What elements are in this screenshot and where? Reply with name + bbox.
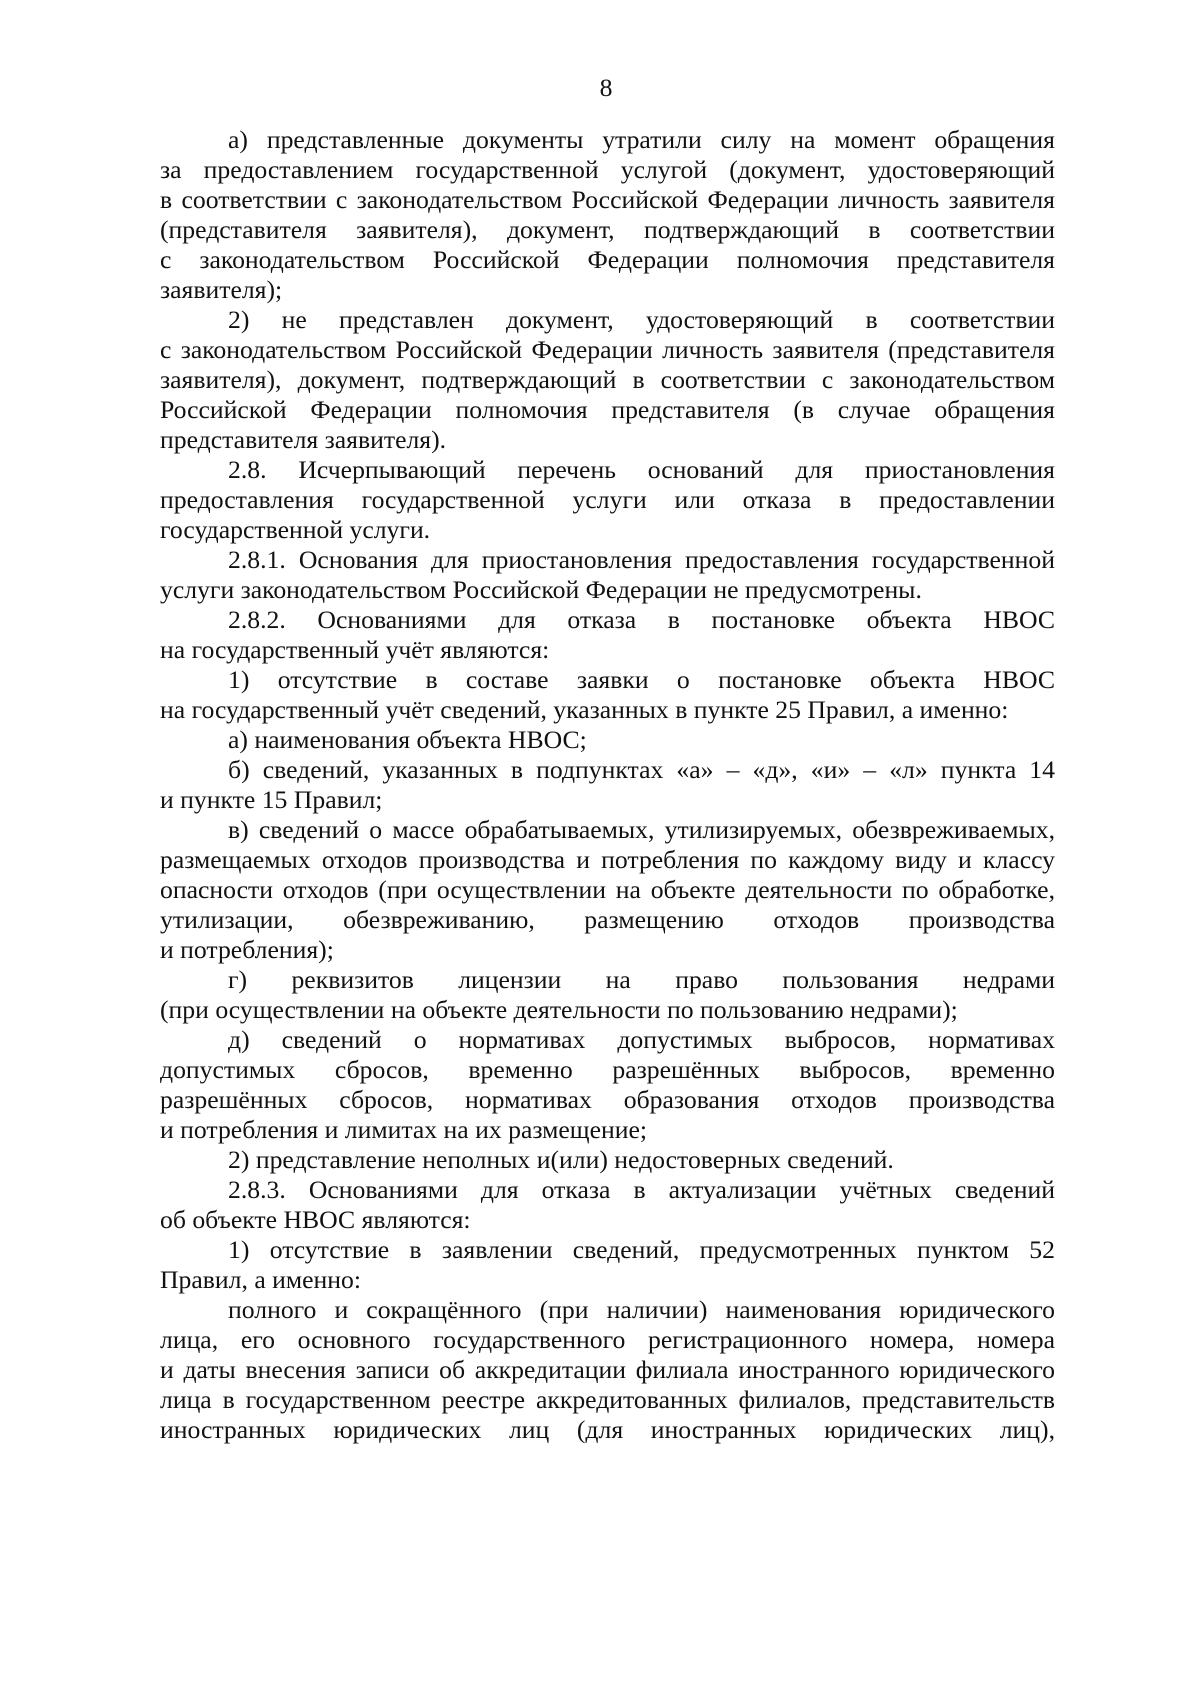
text-line: б) сведений, указанных в подпунктах «а» – «д», «и» – «л» пункта 14 <box>228 755 1055 784</box>
text-line: и пункте 15 Правил; <box>160 785 383 814</box>
text-line: а) представленные документы утратили силу на момент обращения <box>228 125 1055 154</box>
text-line: предоставления государственной услуги или отказа в предоставлении <box>160 485 1055 514</box>
text-line: 1) отсутствие в заявлении сведений, предусмотренных пунктом 52 <box>228 1235 1055 1264</box>
paragraph <box>160 1175 1055 1235</box>
paragraph <box>160 1235 1055 1295</box>
text-line: и потребления и лимитах на их размещение; <box>160 1115 648 1144</box>
paragraph <box>160 1295 1055 1445</box>
text-line: лица, его основного государственного регистрационного номера, номера <box>160 1325 1055 1354</box>
text-line: в соответствии с законодательством Российской Федерации личность заявителя <box>160 185 1055 214</box>
text-line: заявителя); <box>160 275 283 304</box>
text-line: 2.8.1. Основания для приостановления предоставления государственной <box>228 545 1055 574</box>
text-line: Российской Федерации полномочия представителя (в случае обращения <box>160 395 1055 424</box>
paragraph <box>160 815 1055 965</box>
paragraph <box>160 965 1055 1025</box>
paragraph <box>160 725 1055 755</box>
text-line: разрешённых сбросов, нормативах образования отходов производства <box>160 1085 1055 1114</box>
text-line: а) наименования объекта НВОС; <box>228 725 587 754</box>
paragraph <box>160 305 1055 455</box>
text-line: в) сведений о массе обрабатываемых, утилизируемых, обезвреживаемых, <box>228 815 1055 844</box>
text-line: д) сведений о нормативах допустимых выбросов, нормативах <box>228 1025 1055 1054</box>
text-line: 2.8.3. Основаниями для отказа в актуализации учётных сведений <box>228 1175 1055 1204</box>
paragraph <box>160 545 1055 605</box>
paragraph <box>160 1145 1055 1175</box>
paragraph <box>160 1025 1055 1145</box>
text-line: (представителя заявителя), документ, подтверждающий в соответствии <box>160 215 1055 244</box>
text-line: 1) отсутствие в составе заявки о постановке объекта НВОС <box>228 665 1055 694</box>
text-line: полного и сокращённого (при наличии) наименования юридического <box>228 1295 1055 1324</box>
text-line: лица в государственном реестре аккредитованных филиалов, представительств <box>160 1385 1055 1414</box>
text-line: 2.8. Исчерпывающий перечень оснований для приостановления <box>228 455 1055 484</box>
text-line: 2.8.2. Основаниями для отказа в постановке объекта НВОС <box>228 605 1055 634</box>
text-line: услуги законодательством Российской Федерации не предусмотрены. <box>160 575 922 604</box>
page-number: 8 <box>599 73 613 102</box>
text-line: заявителя), документ, подтверждающий в соответствии с законодательством <box>160 365 1055 394</box>
text-line: с законодательством Российской Федерации личность заявителя (представителя <box>160 335 1055 364</box>
text-line: Правил, а именно: <box>160 1265 362 1294</box>
text-line: (при осуществлении на объекте деятельности по пользованию недрами); <box>160 995 958 1024</box>
text-line: на государственный учёт являются: <box>160 635 550 664</box>
text-line: иностранных юридических лиц (для иностранных юридических лиц), <box>160 1415 1055 1444</box>
paragraph <box>160 455 1055 545</box>
paragraph <box>160 755 1055 815</box>
text-line: на государственный учёт сведений, указанных в пункте 25 Правил, а именно: <box>160 695 1009 724</box>
text-line: г) реквизитов лицензии на право пользования недрами <box>228 965 1055 994</box>
text-line: утилизации, обезвреживанию, размещению отходов производства <box>160 905 1055 934</box>
text-line: опасности отходов (при осуществлении на объекте деятельности по обработке, <box>160 875 1055 904</box>
text-line: за предоставлением государственной услугой (документ, удостоверяющий <box>160 155 1055 184</box>
text-line: и потребления); <box>160 935 334 964</box>
text-line: допустимых сбросов, временно разрешённых выбросов, временно <box>160 1055 1055 1084</box>
text-line: 2) не представлен документ, удостоверяющий в соответствии <box>228 305 1055 334</box>
text-line: государственной услуги. <box>160 515 431 544</box>
text-line: представителя заявителя). <box>160 425 447 454</box>
text-line: и даты внесения записи об аккредитации филиала иностранного юридического <box>160 1355 1055 1384</box>
text-line: об объекте НВОС являются: <box>160 1205 471 1234</box>
text-line: 2) представление неполных и(или) недостоверных сведений. <box>228 1145 894 1174</box>
paragraph <box>160 605 1055 665</box>
text-line: с законодательством Российской Федерации полномочия представителя <box>160 245 1055 274</box>
text-line: размещаемых отходов производства и потребления по каждому виду и классу <box>160 845 1055 874</box>
document-body <box>160 125 1055 1445</box>
paragraph <box>160 125 1055 305</box>
paragraph <box>160 665 1055 725</box>
